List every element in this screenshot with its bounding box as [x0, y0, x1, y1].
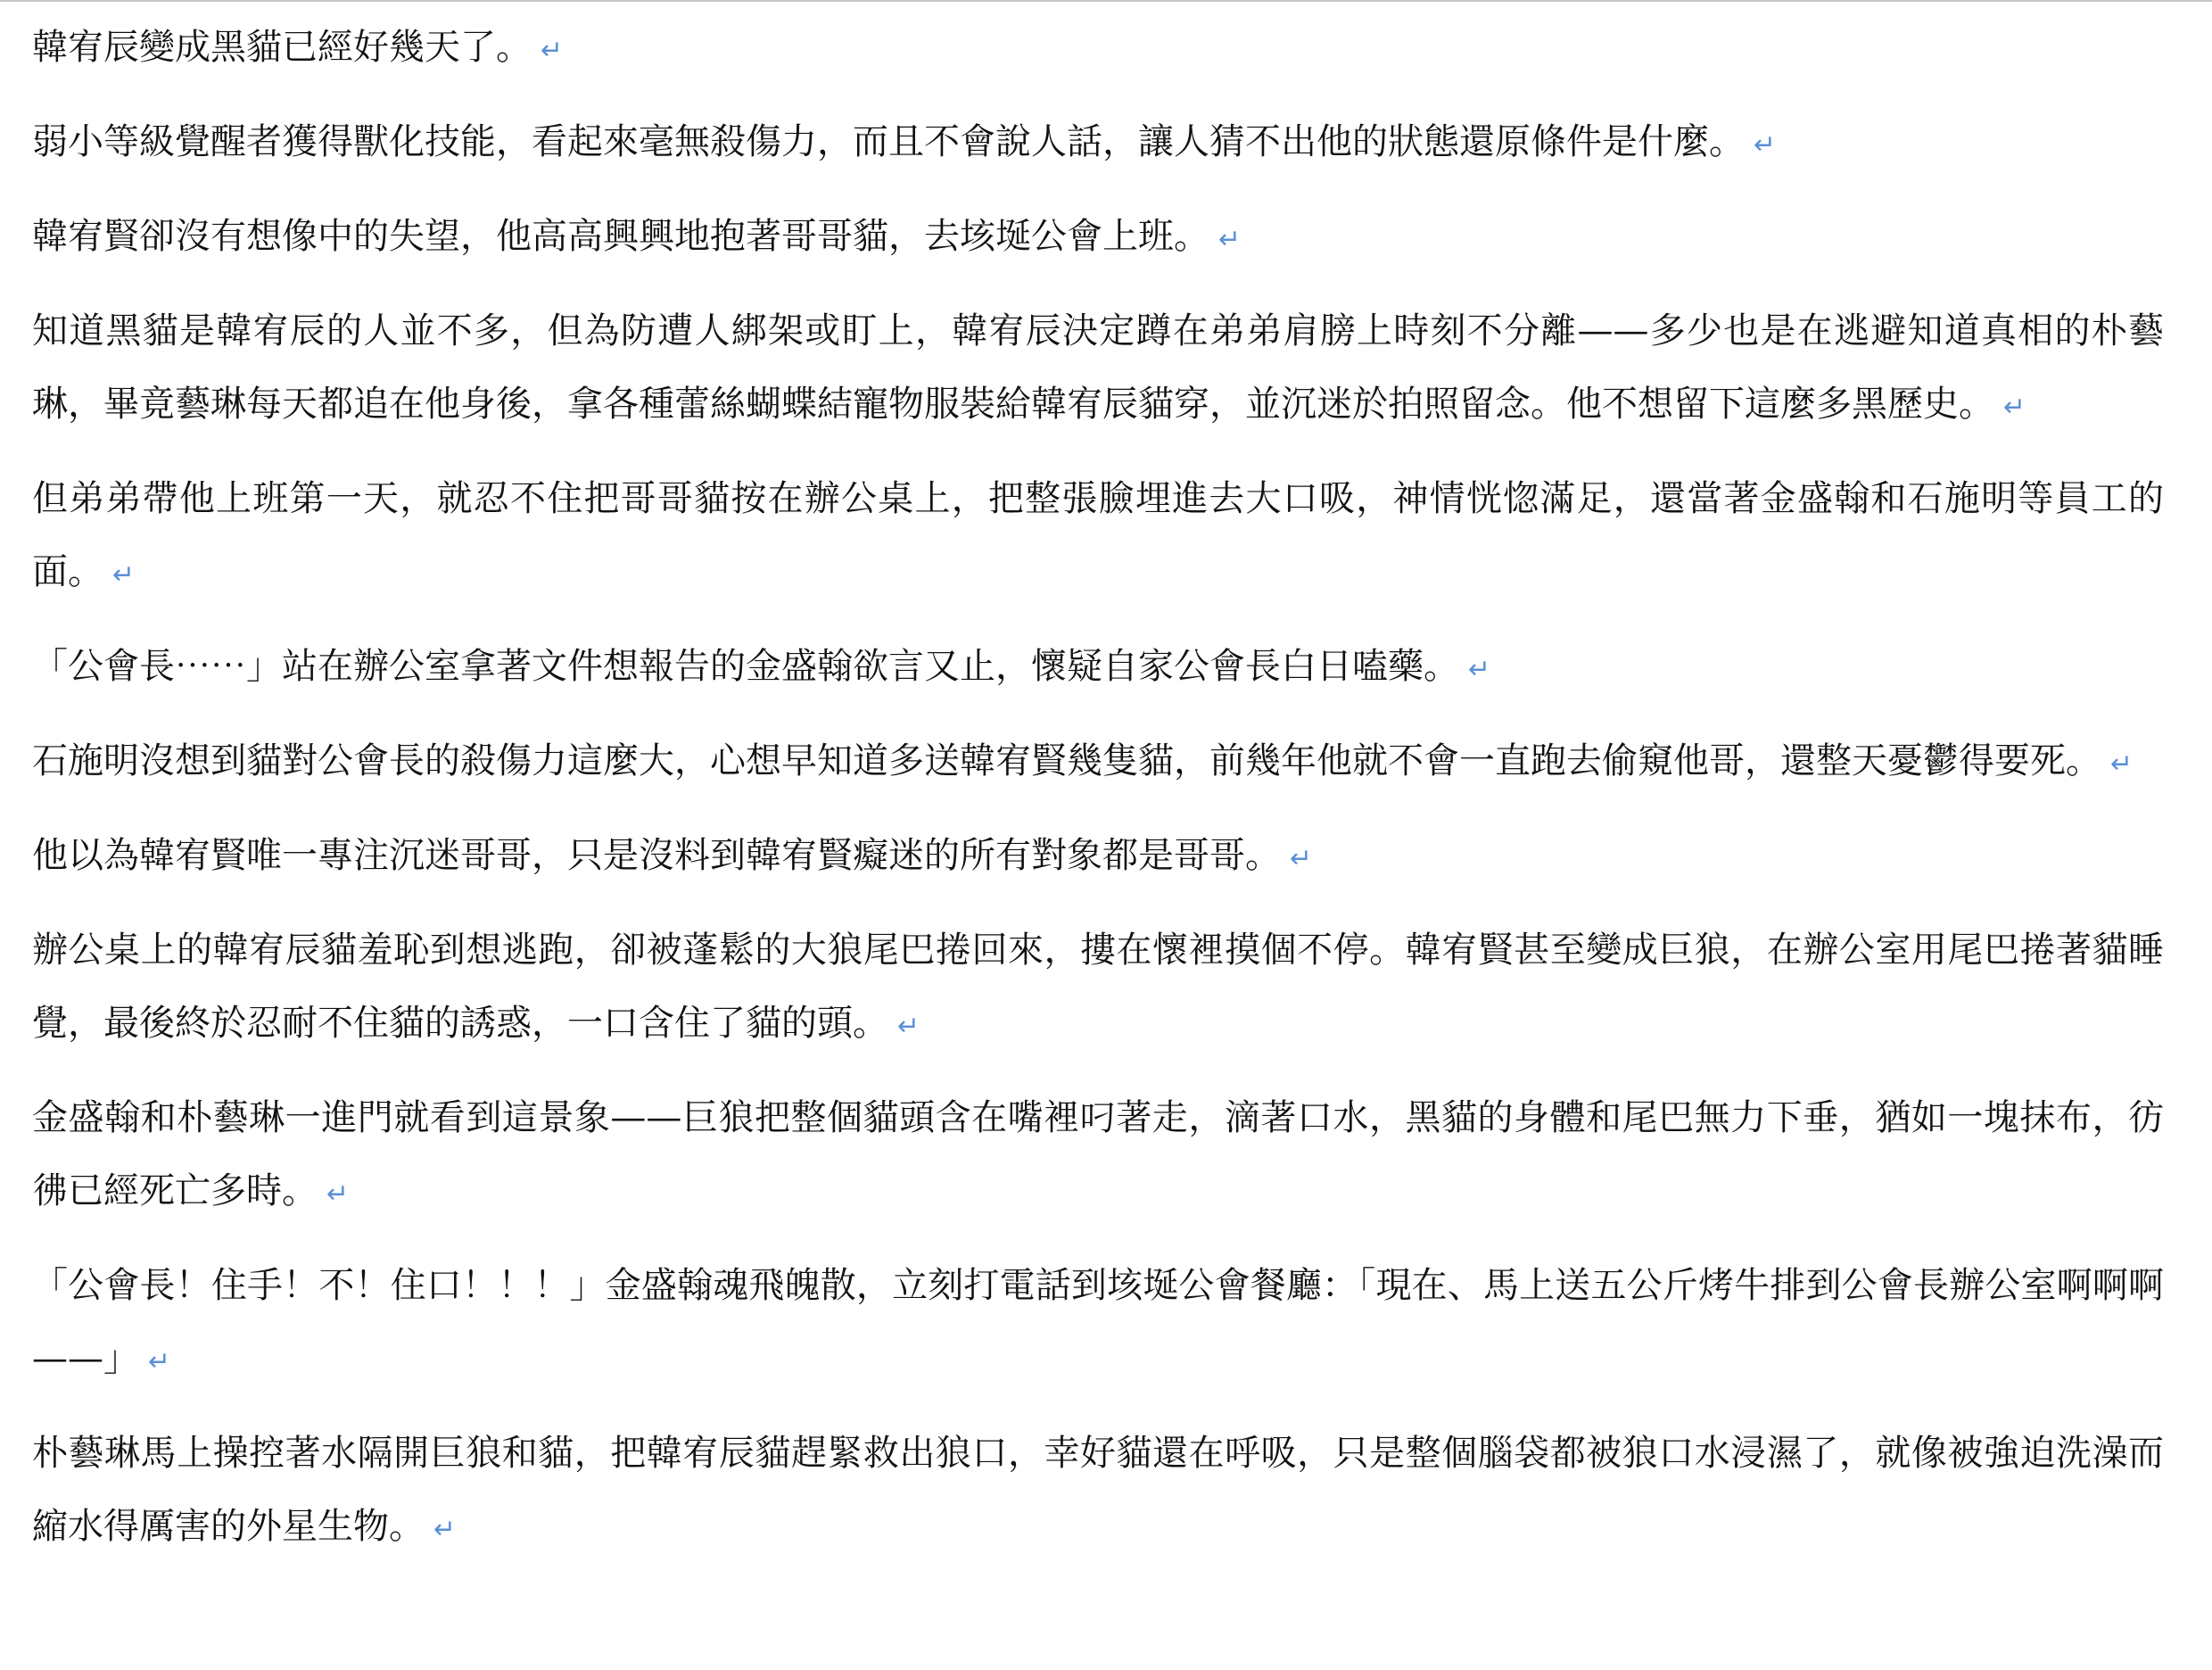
paragraph-mark-icon: ↵	[326, 1178, 350, 1210]
paragraph-4	[32, 294, 2164, 444]
paragraph-mark-icon: ↵	[112, 559, 136, 591]
paragraph-text: 朴藝琳馬上操控著水隔開巨狼和貓，把韓宥辰貓趕緊救出狼口，幸好貓還在呼吸，只是整個腦袋都被狼口水浸濕了，就像被強迫洗澡而縮水得厲害的外星生物。	[32, 1433, 2164, 1547]
paragraph-6	[32, 630, 2164, 707]
paragraph-2	[32, 105, 2164, 182]
paragraph-11	[32, 1249, 2164, 1399]
paragraph-8	[32, 819, 2164, 896]
paragraph-mark-icon: ↵	[897, 1011, 920, 1042]
paragraph-1	[32, 11, 2164, 87]
paragraph-text: 弱小等級覺醒者獲得獸化技能，看起來毫無殺傷力，而且不會說人話，讓人猜不出他的狀態還原條件是什麼。	[32, 121, 1745, 162]
paragraph-text: 「公會長⋯⋯」站在辦公室拿著文件想報告的金盛翰欲言又止，懷疑自家公會長白日嗑藥。	[32, 646, 1459, 687]
paragraph-text: 韓宥辰變成黑貓已經好幾天了。	[32, 27, 532, 68]
paragraph-mark-icon: ↵	[1290, 843, 1313, 874]
paragraph-text: 知道黑貓是韓宥辰的人並不多，但為防遭人綁架或盯上，韓宥辰決定蹲在弟弟肩膀上時刻不分離——多少也是在逃避知道真相的朴藝琳，畢竟藝琳每天都追在他身後，拿各種蕾絲蝴蝶結寵物服裝給韓宥辰貓穿，並沉迷於拍照留念。他不想留下這麼多黑歷史。	[32, 310, 2164, 425]
paragraph-text: 金盛翰和朴藝琳一進門就看到這景象——巨狼把整個貓頭含在嘴裡叼著走，滴著口水，黑貓的身體和尾巴無力下垂，猶如一塊抹布，彷彿已經死亡多時。	[32, 1097, 2164, 1211]
paragraph-mark-icon: ↵	[433, 1514, 457, 1545]
paragraph-mark-icon: ↵	[1754, 129, 1777, 161]
paragraph-text: 「公會長！住手！不！住口！！！」金盛翰魂飛魄散，立刻打電話到垓埏公會餐廳：「現在、馬上送五公斤烤牛排到公會長辦公室啊啊啊——」	[32, 1265, 2164, 1379]
paragraph-12	[32, 1417, 2164, 1567]
paragraph-9	[32, 914, 2164, 1063]
paragraph-7	[32, 724, 2164, 801]
paragraph-text: 韓宥賢卻沒有想像中的失望，他高高興興地抱著哥哥貓，去垓埏公會上班。	[32, 216, 1209, 257]
paragraph-3	[32, 200, 2164, 277]
paragraph-mark-icon: ↵	[2003, 392, 2026, 423]
paragraph-mark-icon: ↵	[1218, 224, 1242, 255]
paragraph-mark-icon: ↵	[1468, 654, 1491, 685]
paragraph-text: 辦公桌上的韓宥辰貓羞恥到想逃跑，卻被蓬鬆的大狼尾巴捲回來，摟在懷裡摸個不停。韓宥賢甚至變成巨狼，在辦公室用尾巴捲著貓睡覺，最後終於忍耐不住貓的誘惑，一口含住了貓的頭。	[32, 930, 2164, 1044]
paragraph-10	[32, 1081, 2164, 1231]
paragraph-text: 他以為韓宥賢唯一專注沉迷哥哥，只是沒料到韓宥賢癡迷的所有對象都是哥哥。	[32, 835, 1281, 876]
paragraph-text: 石施明沒想到貓對公會長的殺傷力這麼大，心想早知道多送韓宥賢幾隻貓，前幾年他就不會一直跑去偷窺他哥，還整天憂鬱得要死。	[32, 740, 2101, 781]
paragraph-text: 但弟弟帶他上班第一天，就忍不住把哥哥貓按在辦公桌上，把整張臉埋進去大口吸，神情恍惚滿足，還當著金盛翰和石施明等員工的面。	[32, 478, 2164, 592]
document-body[interactable]	[32, 11, 2164, 1584]
paragraph-mark-icon: ↵	[148, 1346, 171, 1377]
paragraph-mark-icon: ↵	[2110, 748, 2134, 780]
paragraph-mark-icon: ↵	[541, 35, 564, 66]
paragraph-5	[32, 462, 2164, 612]
